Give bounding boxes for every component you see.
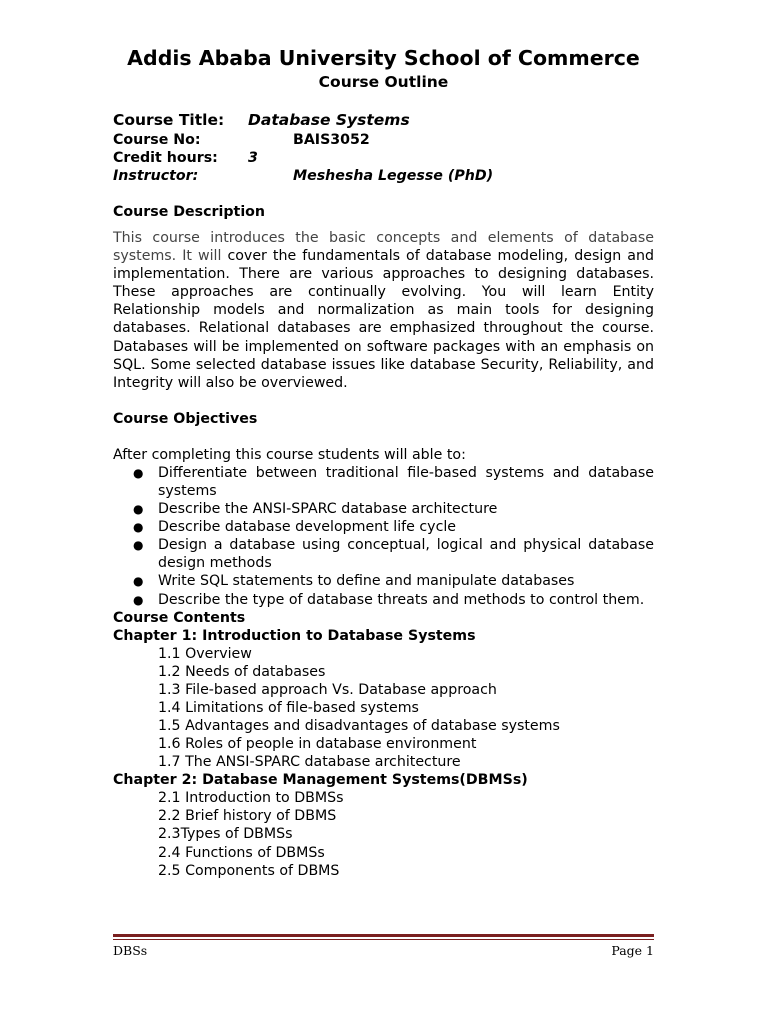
instructor-value: Meshesha Legesse (PhD) [293, 168, 494, 184]
footer-divider-thin [113, 939, 654, 940]
list-item: ● Design a database using conceptual, logical and physical database design methods [133, 537, 654, 572]
list-item: 1.3 File-based approach Vs. Database approach [158, 681, 497, 698]
course-title-label: Course Title: [113, 111, 225, 129]
footer-page-number: Page 1 [611, 943, 654, 958]
document-page [113, 44, 654, 880]
course-title-row [113, 110, 654, 131]
bullet-icon: ● [133, 538, 144, 553]
bullet-icon: ● [133, 574, 144, 589]
course-title-value: Database Systems [248, 111, 410, 129]
instructor-row [113, 167, 654, 185]
course-number-row [113, 131, 654, 149]
objectives-list [113, 464, 654, 609]
course-description-lead: This course introduces the basic concepts and elements of database systems. It will [113, 230, 654, 265]
university-title: Addis Ababa University School of Commerce [127, 46, 640, 70]
bullet-icon: ● [133, 592, 144, 607]
document-subtitle: Course Outline [318, 73, 449, 91]
course-contents-heading: Course Contents [113, 609, 246, 626]
course-number-label: Course No: [113, 132, 201, 148]
list-item: 1.5 Advantages and disadvantages of database systems [158, 717, 560, 734]
course-objectives-heading: Course Objectives [113, 410, 258, 427]
course-number-value: BAIS3052 [293, 132, 370, 148]
footer-divider [113, 934, 654, 937]
credit-hours-value: 3 [248, 150, 258, 166]
list-item: 1.4 Limitations of file-based systems [158, 699, 419, 716]
list-item: 1.2 Needs of databases [158, 663, 326, 680]
footer-document-name: DBSs [113, 943, 148, 958]
credit-hours-row [113, 149, 654, 167]
list-item: 2.1 Introduction to DBMSs [158, 790, 344, 807]
list-item: 2.3Types of DBMSs [158, 826, 293, 843]
list-item: 1.1 Overview [158, 645, 252, 662]
course-description-body: cover the fundamentals of database modeling, design and implementation. There are various approaches to designing databases. These approaches are continually evolving. You will learn Entity Relationship models and normalization as main tools for designing databases. Relational databases are emphasized throughout the course. Databases will be implemented on software packages with an emphasis on SQL. Some selected database issues like database Security, Reliability, and Integrity will also be overviewed. [113, 248, 654, 391]
list-item: ● Write SQL statements to define and manipulate databases [133, 573, 575, 590]
objectives-intro: After completing this course students will able to: [113, 446, 466, 463]
list-item: 2.4 Functions of DBMSs [158, 844, 325, 861]
list-item: 1.7 The ANSI-SPARC database architecture [158, 754, 461, 771]
list-item: ● Describe the type of database threats and methods to control them. [133, 591, 645, 608]
bullet-icon: ● [133, 502, 144, 517]
list-item: 2.5 Components of DBMS [158, 862, 340, 879]
list-item: 2.2 Brief history of DBMS [158, 808, 337, 825]
credit-hours-label: Credit hours: [113, 150, 218, 166]
course-description-heading: Course Description [113, 204, 266, 220]
course-description-text [113, 229, 654, 392]
chapter-1-title: Chapter 1: Introduction to Database Systems [113, 627, 476, 644]
list-item: ● Describe database development life cycle [133, 519, 457, 536]
instructor-label: Instructor: [113, 168, 199, 184]
chapter-2-title: Chapter 2: Database Management Systems(DBMSs) [113, 772, 528, 789]
list-item: ● Describe the ANSI-SPARC database architecture [133, 501, 498, 518]
list-item: 1.6 Roles of people in database environment [158, 736, 477, 753]
bullet-icon: ● [133, 520, 144, 535]
list-item: ● Differentiate between traditional file-based systems and database systems [133, 464, 654, 499]
bullet-icon: ● [133, 465, 144, 480]
